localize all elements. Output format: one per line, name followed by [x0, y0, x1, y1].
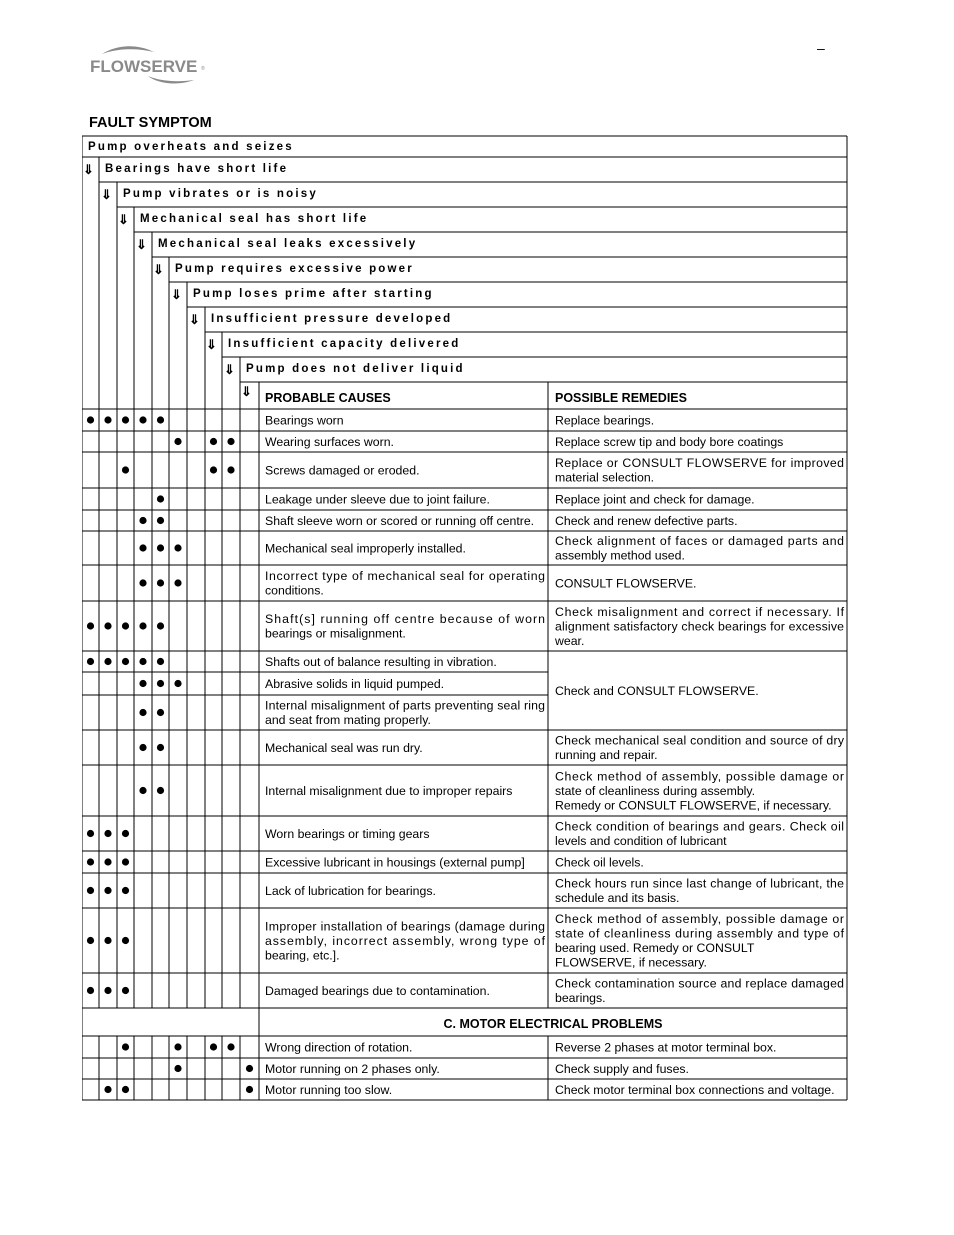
- cause-text: assembly, incorrect assembly, wrong type of: [265, 933, 545, 948]
- symptom-label: Pump requires excessive power: [175, 263, 414, 275]
- cause-text: Leakage under sleeve due to joint failure.: [265, 492, 490, 507]
- section-heading: C. MOTOR ELECTRICAL PROBLEMS: [443, 1017, 663, 1031]
- cause-text: Shaft sleeve worn or scored or running off centre.: [265, 513, 535, 528]
- page-title: FAULT SYMPTOM: [89, 115, 212, 131]
- symptom-dot: [139, 622, 146, 629]
- symptom-dot: [246, 1086, 253, 1093]
- symptom-label: Mechanical seal has short life: [140, 213, 369, 225]
- remedy-text: Check motor terminal box connections and voltage.: [555, 1082, 835, 1097]
- cause-text: Wrong direction of rotation.: [265, 1040, 413, 1055]
- symptom-dot: [104, 987, 111, 994]
- symptom-dot: [210, 438, 217, 445]
- symptom-dot: [157, 658, 164, 665]
- remedy-text: bearings.: [555, 991, 606, 1006]
- symptom-dot: [87, 416, 94, 423]
- symptom-dot: [139, 517, 146, 524]
- remedy-text: Check oil levels.: [555, 855, 644, 870]
- down-arrow-icon: ⇓: [224, 362, 235, 377]
- symptom-dot: [227, 466, 234, 473]
- remedy-text: FLOWSERVE, if necessary.: [555, 955, 707, 970]
- symptom-dot: [122, 987, 129, 994]
- symptom-dot: [87, 858, 94, 865]
- symptom-dot: [157, 416, 164, 423]
- symptom-dot: [87, 830, 94, 837]
- symptom-dot: [104, 416, 111, 423]
- remedy-text: Check alignment of faces or damaged parts and: [555, 534, 844, 549]
- remedy-text: Remedy or CONSULT FLOWSERVE, if necessary.: [555, 798, 832, 813]
- symptom-dot: [139, 416, 146, 423]
- symptom-dot: [174, 680, 181, 687]
- cause-text: Wearing surfaces worn.: [265, 434, 394, 449]
- symptom-dot: [174, 438, 181, 445]
- symptom-dot: [174, 544, 181, 551]
- symptom-dot: [122, 887, 129, 894]
- cause-text: Mechanical seal improperly installed.: [265, 541, 466, 556]
- symptom-dot: [87, 658, 94, 665]
- symptom-dot: [87, 622, 94, 629]
- symptom-dot: [87, 937, 94, 944]
- remedy-text: Check supply and fuses.: [555, 1061, 689, 1076]
- cause-text: Motor running on 2 phases only.: [265, 1061, 440, 1076]
- symptom-label: Pump loses prime after starting: [193, 288, 434, 300]
- remedy-text: Check method of assembly, possible damage or: [555, 912, 844, 927]
- symptom-dot: [157, 622, 164, 629]
- cause-text: Internal misalignment of parts preventing seal ring: [265, 698, 545, 713]
- symptom-dot: [139, 709, 146, 716]
- cause-text: and seat from mating properly.: [265, 713, 431, 728]
- down-arrow-icon: ⇓: [241, 384, 252, 399]
- remedy-text: Replace screw tip and body bore coatings: [555, 434, 784, 449]
- remedy-text: Reverse 2 phases at motor terminal box.: [555, 1040, 777, 1055]
- section-spacer: [83, 1009, 259, 1036]
- remedy-text: schedule and its basis.: [555, 891, 680, 906]
- remedy-text: Check mechanical seal condition and source of dry: [555, 733, 844, 748]
- symptom-dot: [122, 830, 129, 837]
- symptom-dot: [104, 1086, 111, 1093]
- remedy-text: running and repair.: [555, 748, 658, 763]
- cause-text: Improper installation of bearings (damage during: [265, 919, 545, 934]
- symptom-dot: [157, 579, 164, 586]
- symptom-dot: [210, 466, 217, 473]
- cause-text: Motor running too slow.: [265, 1082, 393, 1097]
- remedy-text: levels and condition of lubricant: [555, 834, 727, 849]
- symptom-dot: [122, 658, 129, 665]
- symptom-dot: [122, 937, 129, 944]
- causes-header: PROBABLE CAUSES: [265, 391, 391, 405]
- remedy-text: Check and renew defective parts.: [555, 513, 738, 528]
- symptom-dot: [122, 1043, 129, 1050]
- symptom-dot: [157, 744, 164, 751]
- remedy-text: Check hours run since last change of lubricant, the: [555, 876, 844, 891]
- page-mark: –: [817, 40, 825, 56]
- cause-text: Worn bearings or timing gears: [265, 826, 430, 841]
- fault-symptom-table: [82, 135, 848, 1101]
- symptom-dot: [104, 887, 111, 894]
- cause-text: Excessive lubricant in housings (external pump]: [265, 855, 525, 870]
- symptom-dot: [139, 787, 146, 794]
- symptom-dot: [122, 858, 129, 865]
- symptom-label: Insufficient pressure developed: [211, 313, 453, 325]
- symptom-dot: [174, 1043, 181, 1050]
- symptom-dot: [174, 1065, 181, 1072]
- remedy-text: Check and CONSULT FLOWSERVE.: [555, 683, 759, 698]
- svg-text:®: ®: [201, 66, 205, 72]
- remedy-text: CONSULT FLOWSERVE.: [555, 576, 697, 591]
- remedy-text: Check method of assembly, possible damage or: [555, 769, 844, 784]
- cause-text: Lack of lubrication for bearings.: [265, 883, 436, 898]
- down-arrow-icon: ⇓: [118, 212, 129, 227]
- remedy-text: Replace or CONSULT FLOWSERVE for improved: [555, 456, 844, 471]
- symptom-dot: [246, 1065, 253, 1072]
- symptom-label: Pump does not deliver liquid: [246, 363, 465, 375]
- symptom-label: Mechanical seal leaks excessively: [158, 238, 418, 250]
- remedy-text: Check misalignment and correct if necessary. If: [555, 604, 844, 619]
- symptom-dot: [227, 1043, 234, 1050]
- symptom-dot: [157, 517, 164, 524]
- symptom-dot: [139, 544, 146, 551]
- logo-text: FLOWSERVE: [90, 57, 198, 76]
- symptom-dot: [104, 622, 111, 629]
- symptom-dot: [139, 658, 146, 665]
- symptom-dot: [87, 987, 94, 994]
- remedy-text: Replace joint and check for damage.: [555, 492, 755, 507]
- symptom-dot: [104, 830, 111, 837]
- cause-text: Damaged bearings due to contamination.: [265, 983, 490, 998]
- symptom-dot: [210, 1043, 217, 1050]
- symptom-dot: [157, 680, 164, 687]
- symptom-label: Pump vibrates or is noisy: [123, 188, 318, 200]
- remedy-text: Replace bearings.: [555, 413, 655, 428]
- cause-text: Incorrect type of mechanical seal for operating: [265, 569, 545, 584]
- remedy-text: state of cleanliness during assembly.: [555, 783, 756, 798]
- remedy-text: Check contamination source and replace damaged: [555, 976, 844, 991]
- symptom-dot: [104, 658, 111, 665]
- symptom-label: Insufficient capacity delivered: [228, 338, 461, 350]
- down-arrow-icon: ⇓: [101, 187, 112, 202]
- flowserve-logo: [88, 42, 208, 88]
- down-arrow-icon: ⇓: [83, 162, 94, 177]
- symptom-dot: [139, 680, 146, 687]
- remedy-text: state of cleanliness during assembly and type of: [555, 926, 844, 941]
- symptom-dot: [139, 579, 146, 586]
- cause-text: Internal misalignment due to improper repairs: [265, 783, 513, 798]
- cause-text: bearings or misalignment.: [265, 626, 406, 641]
- remedy-text: alignment satisfactory check bearings for excessive: [555, 619, 844, 634]
- remedy-text: bearing used. Remedy or CONSULT: [555, 941, 755, 956]
- symptom-dot: [139, 744, 146, 751]
- cause-text: Shafts out of balance resulting in vibration.: [265, 654, 497, 669]
- down-arrow-icon: ⇓: [206, 337, 217, 352]
- symptom-dot: [174, 579, 181, 586]
- symptom-dot: [104, 937, 111, 944]
- remedy-text: material selection.: [555, 470, 655, 485]
- cause-text: Abrasive solids in liquid pumped.: [265, 676, 445, 691]
- symptom-dot: [157, 787, 164, 794]
- symptom-dot: [122, 466, 129, 473]
- symptom-dot: [227, 438, 234, 445]
- down-arrow-icon: ⇓: [153, 262, 164, 277]
- remedies-header: POSSIBLE REMEDIES: [555, 391, 687, 405]
- symptom-label: Bearings have short life: [105, 163, 289, 175]
- cause-text: Bearings worn: [265, 413, 344, 428]
- cause-text: conditions.: [265, 583, 324, 598]
- symptom-dot: [122, 622, 129, 629]
- symptom-dot: [157, 709, 164, 716]
- symptom-dot: [104, 858, 111, 865]
- remedy-text: assembly method used.: [555, 548, 685, 563]
- down-arrow-icon: ⇓: [171, 287, 182, 302]
- remedy-text: Check condition of bearings and gears. Check oil: [555, 819, 844, 834]
- symptom-dot: [157, 544, 164, 551]
- cause-text: Shaft(s] running off centre because of worn: [265, 612, 545, 627]
- down-arrow-icon: ⇓: [189, 312, 200, 327]
- symptom-dot: [122, 416, 129, 423]
- symptom-label: Pump overheats and seizes: [88, 141, 294, 153]
- down-arrow-icon: ⇓: [136, 237, 147, 252]
- symptom-dot: [122, 1086, 129, 1093]
- symptom-dot: [157, 495, 164, 502]
- cause-text: Mechanical seal was run dry.: [265, 740, 423, 755]
- remedy-text: wear.: [555, 633, 585, 648]
- cause-text: Screws damaged or eroded.: [265, 463, 420, 478]
- cause-text: bearing, etc.].: [265, 948, 340, 963]
- symptom-dot: [87, 887, 94, 894]
